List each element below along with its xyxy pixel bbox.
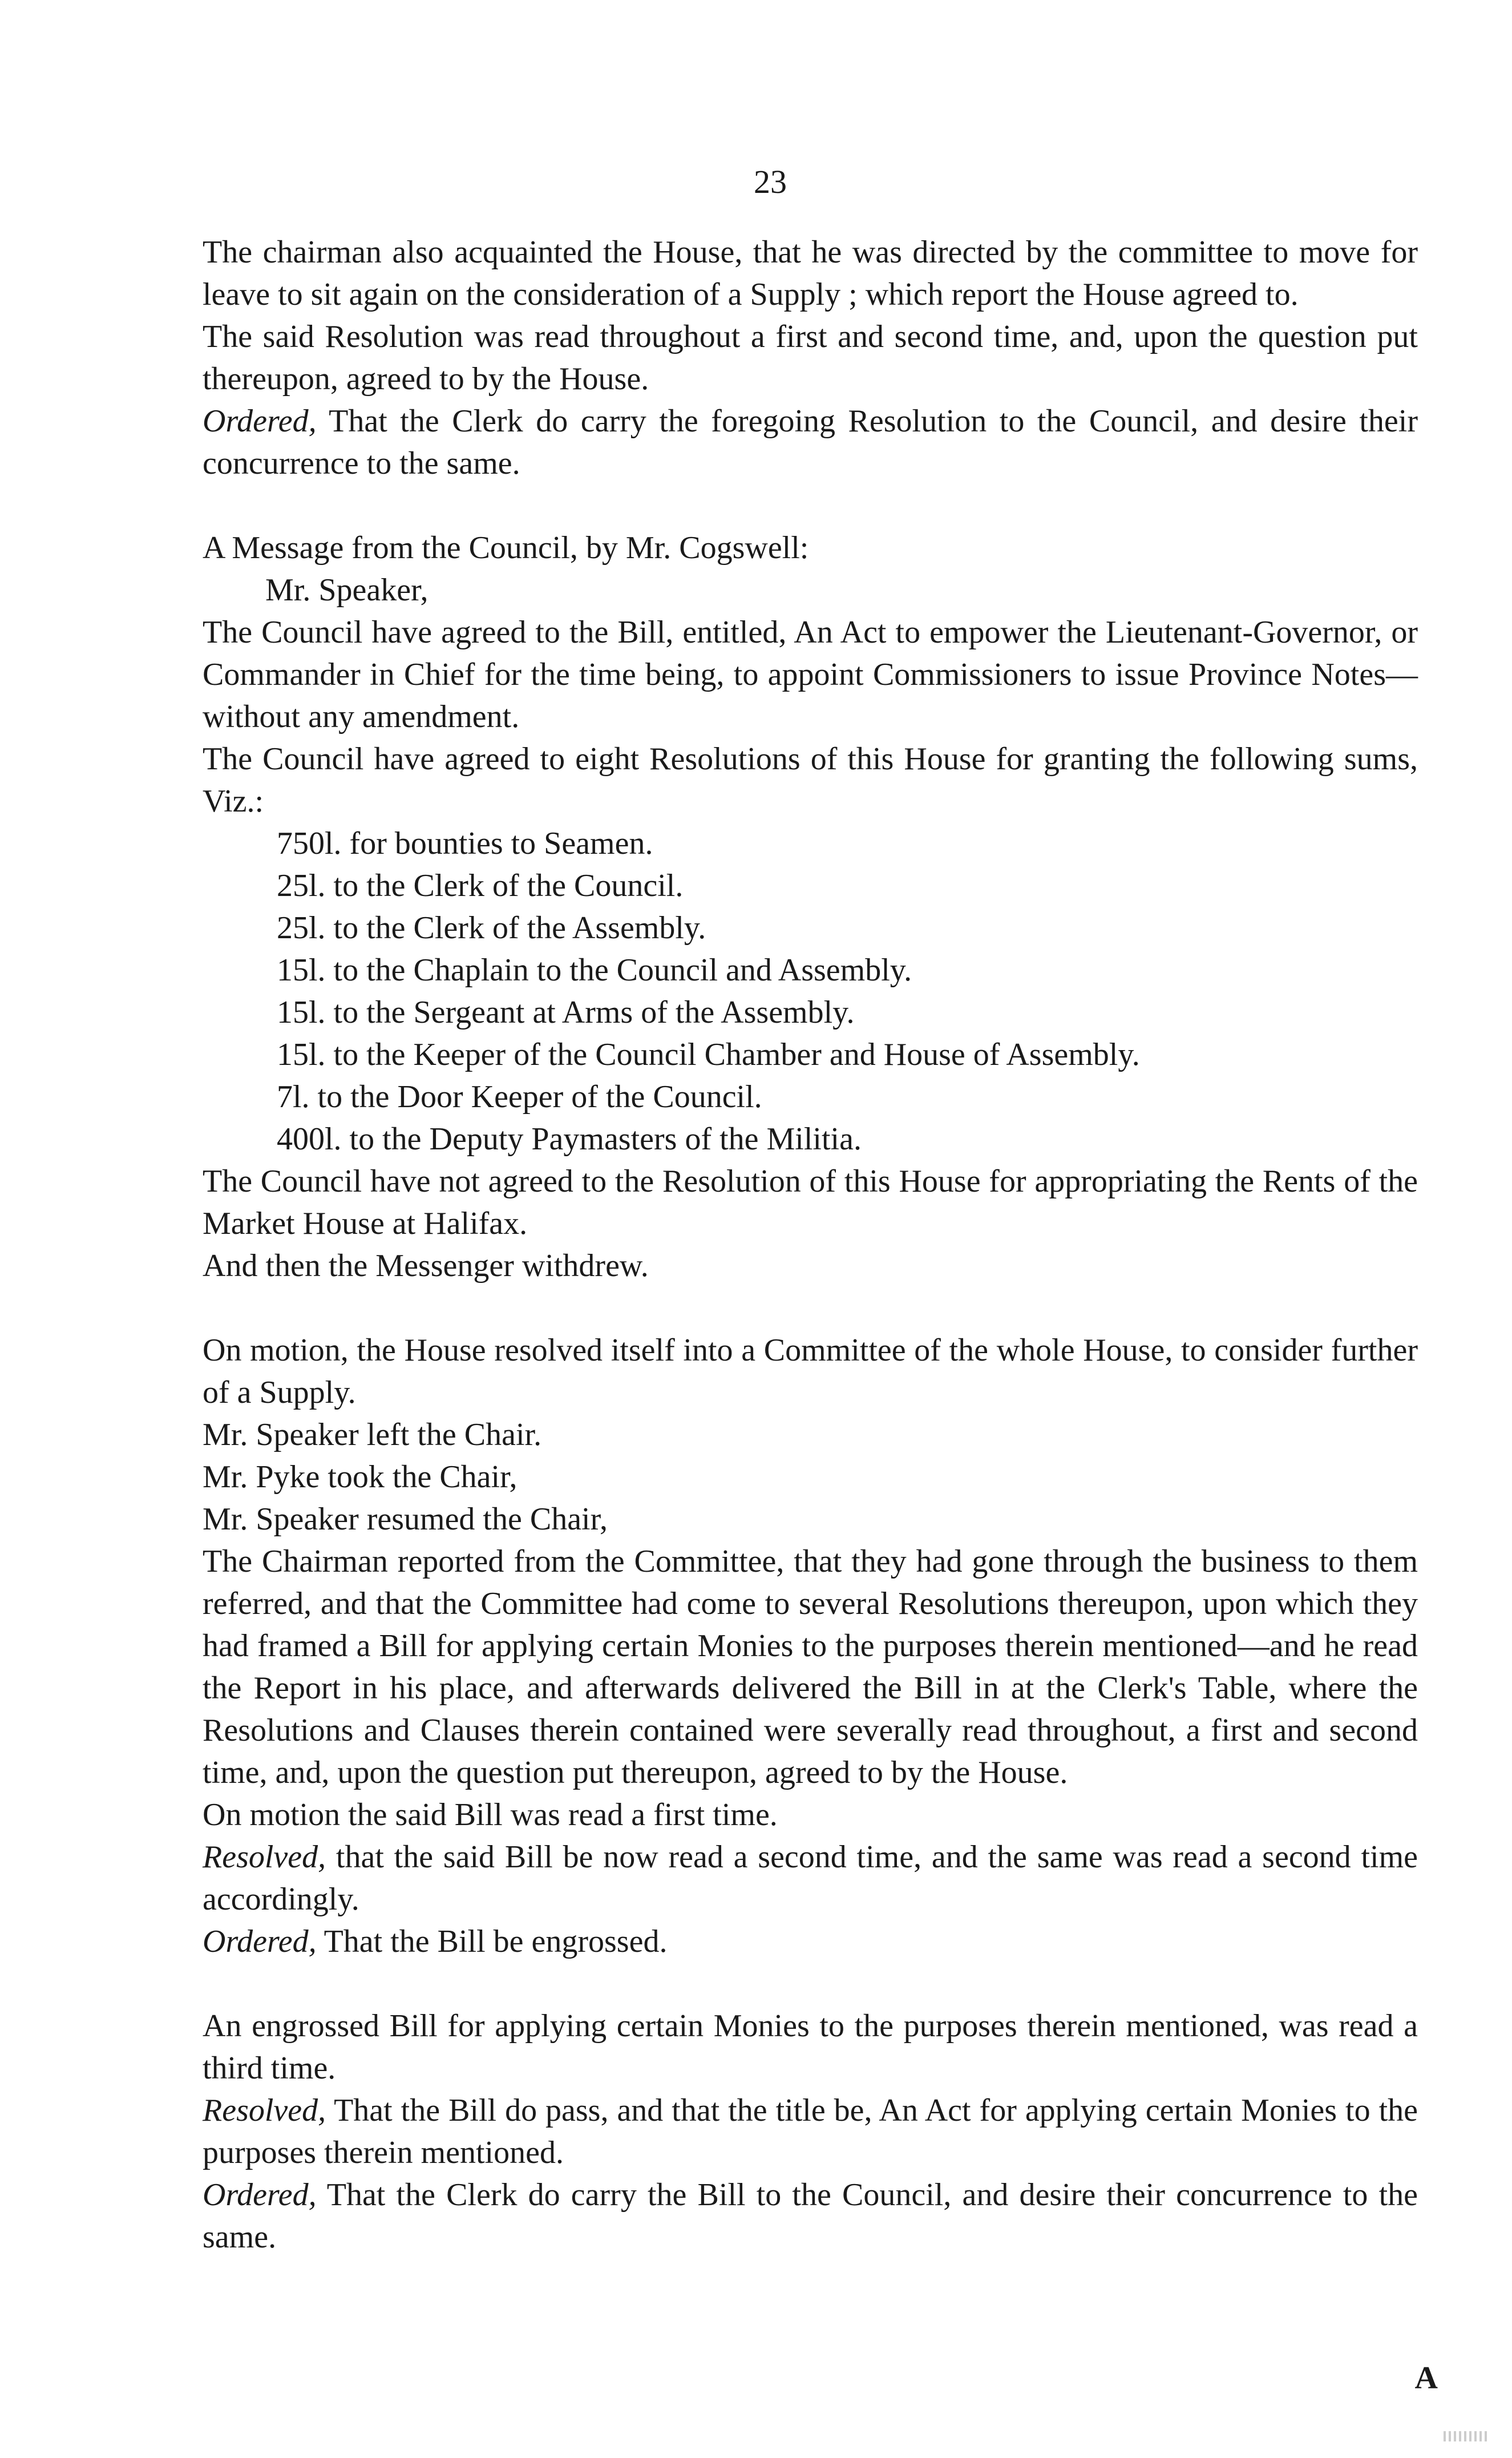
paragraph-text: The chairman also acquainted the House, that he was directed by the committee to move for leave to sit again on the consideration of a Supply ; which report the House agreed to.: [203, 235, 1418, 312]
paragraph: [163, 569, 1418, 611]
paragraph-text: A Message from the Council, by Mr. Cogswell:: [203, 530, 809, 566]
paragraph: [163, 1456, 1418, 1498]
paragraph-text: That the Clerk do carry the foregoing Resolution to the Council, and desire their concurrence to the same.: [203, 403, 1418, 481]
paragraph-text: Mr. Speaker left the Chair.: [203, 1417, 542, 1452]
section-gap: [163, 485, 1418, 527]
paragraph: [163, 400, 1418, 485]
section-gap: [163, 1287, 1418, 1329]
grant-item: 400l. to the Deputy Paymasters of the Militia.: [277, 1121, 862, 1157]
paragraph-text: Mr. Speaker,: [265, 572, 428, 608]
document-body: [163, 231, 1418, 2258]
page-number: 23: [754, 163, 787, 200]
paragraph-text: The Council have agreed to the Bill, entitled, An Act to empower the Lieutenant-Governor, or Commander in Chief for the time being, to appoint Commissioners to issue Province Notes—without any amendment.: [203, 615, 1418, 734]
grant-item: 25l. to the Clerk of the Assembly.: [277, 910, 706, 946]
paragraph: [163, 1836, 1418, 1920]
paragraph: [163, 2089, 1418, 2174]
paragraph-text: The Council have agreed to eight Resolutions of this House for granting the following sums, Viz.:: [203, 741, 1418, 819]
paragraph: [163, 1329, 1418, 1414]
paragraph-text: That the Bill be engrossed.: [316, 1924, 668, 1959]
paragraph: [163, 1414, 1418, 1456]
paragraph-text: And then the Messenger withdrew.: [203, 1248, 649, 1284]
italic-lead: Ordered,: [203, 2177, 317, 2213]
italic-lead: Resolved,: [203, 1839, 326, 1875]
paragraph: [163, 316, 1418, 400]
catchword: A: [1414, 2360, 1438, 2396]
grant-item: 7l. to the Door Keeper of the Council.: [277, 1079, 762, 1115]
grant-item: 750l. for bounties to Seamen.: [277, 826, 653, 861]
paragraph-text: Mr. Pyke took the Chair,: [203, 1459, 518, 1495]
paragraph: [163, 1794, 1418, 1836]
paragraph-text: That the Clerk do carry the Bill to the Council, and desire their concurrence to the same.: [203, 2177, 1418, 2255]
paragraph-text: The Chairman reported from the Committee, that they had gone through the business to them referred, and that the Committee had come to several Resolutions thereupon, upon which they had framed a Bill for applying certain Monies to the purposes therein mentioned—and he read the Report in his place, and afterwards delivered the Bill in at the Clerk's Table, where the Resolutions and Clauses therein contained were severally read throughout, a first and second time, and, upon the question put thereupon, agreed to by the House.: [203, 1544, 1418, 1790]
paragraph-text: The said Resolution was read throughout a first and second time, and, upon the question put thereupon, agreed to by the House.: [203, 319, 1418, 397]
grant-item: 15l. to the Sergeant at Arms of the Assembly.: [277, 995, 855, 1030]
paragraph: [163, 1160, 1418, 1245]
paragraph: [163, 2174, 1418, 2258]
paragraph-text: On motion the said Bill was read a first time.: [203, 1797, 778, 1833]
paragraph: [163, 231, 1418, 316]
grant-item: 25l. to the Clerk of the Council.: [277, 868, 684, 903]
grant-item: 15l. to the Chaplain to the Council and Assembly.: [277, 952, 912, 988]
paragraph-text: that the said Bill be now read a second time, and the same was read a second time accordingly.: [203, 1839, 1418, 1917]
paragraph: [163, 1540, 1418, 1794]
paragraph: [163, 2005, 1418, 2089]
paragraph-text: The Council have not agreed to the Resolution of this House for appropriating the Rents of the Market House at Halifax.: [203, 1164, 1418, 1241]
paragraph: [163, 1245, 1418, 1287]
grant-item: 15l. to the Keeper of the Council Chamber and House of Assembly.: [277, 1037, 1140, 1072]
paragraph: [163, 527, 1418, 569]
paragraph-text: Mr. Speaker resumed the Chair,: [203, 1502, 608, 1537]
paragraph: [163, 1498, 1418, 1540]
paragraph: [163, 738, 1418, 822]
paragraph-text: An engrossed Bill for applying certain Monies to the purposes therein mentioned, was read a third time.: [203, 2008, 1418, 2086]
paragraph-text: On motion, the House resolved itself into a Committee of the whole House, to consider further of a Supply.: [203, 1333, 1418, 1410]
italic-lead: Resolved,: [203, 2093, 326, 2128]
paragraph: [163, 1920, 1418, 1963]
paragraph: [163, 611, 1418, 738]
section-gap: [163, 1963, 1418, 2005]
paragraph-text: That the Bill do pass, and that the title be, An Act for applying certain Monies to the purposes therein mentioned.: [203, 2093, 1418, 2170]
page-smudge: [1444, 2431, 1489, 2441]
italic-lead: Ordered,: [203, 1924, 317, 1959]
italic-lead: Ordered,: [203, 403, 317, 439]
